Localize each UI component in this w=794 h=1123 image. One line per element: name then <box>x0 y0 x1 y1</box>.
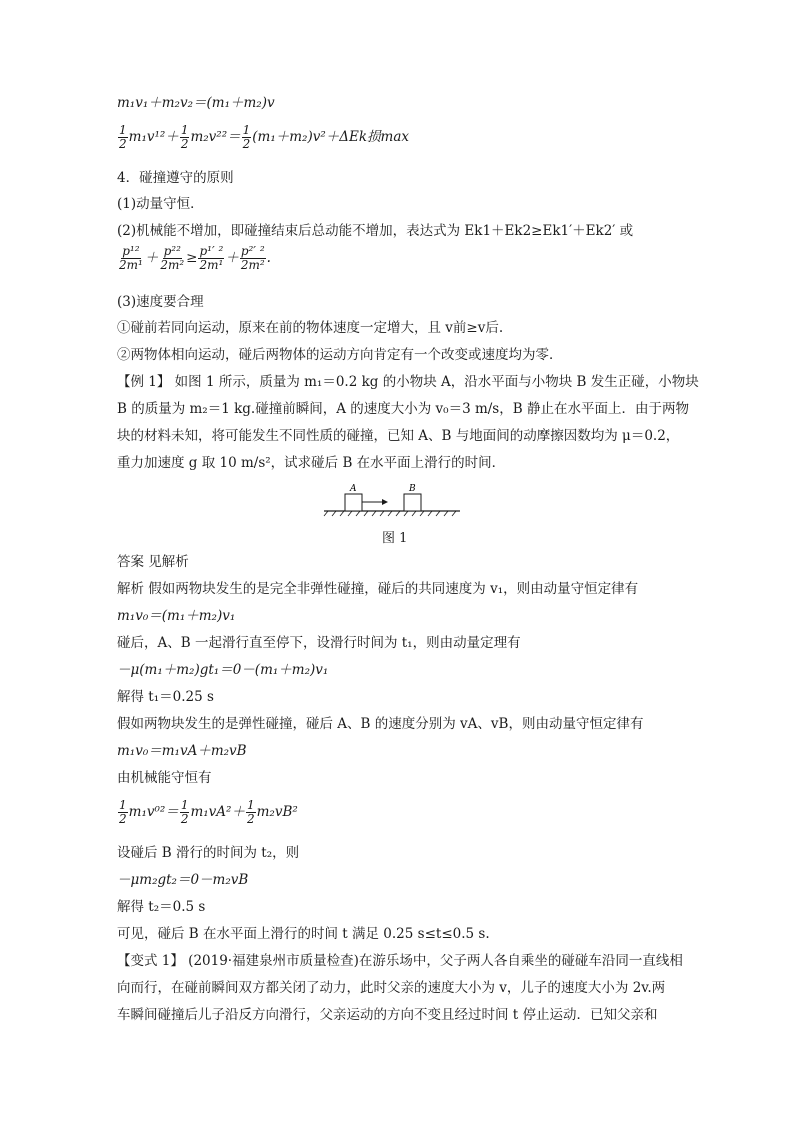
solution-equation-4: －μm₂gt₂＝0－m₂vB <box>117 872 249 888</box>
solution-conclusion: 可见，碰后 B 在水平面上滑行的时间 t 满足 0.25 s≤t≤0.5 s. <box>117 926 490 942</box>
principle-1: (1)动量守恒． <box>117 196 204 212</box>
principle-3: (3)速度要合理 <box>117 294 204 310</box>
equation-momentum-energy: $\frac{\text{p¹²}}{\text{2m¹}}$ ＋ $\frac{\text{p²²}}{\text{2m²}}$ ≥ $\frac{\text{p¹′ ²}}{\text{2m¹}}$ ＋ $\frac{\text{p²′ ²}}{\text{2m²}}$ . <box>119 244 271 272</box>
fraction: $\frac{1}{2}$ <box>180 123 189 151</box>
solution-result-1: 解得 t₁＝0.25 s <box>117 689 214 705</box>
solution-line-3: 假如两物块发生的是弹性碰撞，碰后 A、B 的速度分别为 vA、vB，则由动量守恒定律有 <box>117 716 644 732</box>
block-a <box>345 494 362 511</box>
variant-1-line-1: 【变式 1】 (2019·福建泉州市质量检查)在游乐场中，父子两人各自乘坐的碰碰车沿同一直线相 <box>117 953 683 969</box>
fraction: $\frac{1}{2}$ <box>180 798 189 826</box>
solution-equation-1: m₁v₀＝(m₁＋m₂)v₁ <box>117 608 236 624</box>
fraction: $\frac{\text{p¹²}}{\text{2m¹}}$ <box>119 244 143 272</box>
fraction: $\frac{\text{p²′ ²}}{\text{2m²}}$ <box>240 244 265 272</box>
variant-1-line-3: 车瞬间碰撞后儿子沿反方向滑行，父亲运动的方向不变且经过时间 t 停止运动．已知父亲和 <box>117 1007 658 1023</box>
solution-equation-3: m₁v₀＝m₁vA＋m₂vB <box>117 743 247 759</box>
example-1-line-2: B 的质量为 m₂＝1 kg.碰撞前瞬间，A 的速度大小为 v₀＝3 m/s，B 静止在水平面上．由于两物 <box>117 401 689 417</box>
variant-1-line-2: 向而行，在碰前瞬间双方都关闭了动力，此时父亲的速度大小为 v，儿子的速度大小为 2v.两 <box>117 980 666 996</box>
solution-line-4: 由机械能守恒有 <box>117 770 212 786</box>
solution-line-1: 解析 假如两物块发生的是完全非弹性碰撞，碰后的共同速度为 v₁，则由动量守恒定律有 <box>117 581 639 597</box>
label-b: B <box>409 484 416 494</box>
heading-collision-principles: 4．碰撞遵守的原则 <box>117 170 234 186</box>
principle-3-case-2: ②两物体相向运动，碰后两物体的运动方向肯定有一个改变或速度均为零． <box>117 347 563 363</box>
principle-3-case-1: ①碰前若同向运动，原来在前的物体速度一定增大，且 v前≥v后. <box>117 320 504 336</box>
label-a: A <box>350 484 357 494</box>
solution-line-2: 碰后，A、B 一起滑行直至停下，设滑行时间为 t₁，则由动量定理有 <box>117 635 521 651</box>
fraction: $\frac{1}{2}$ <box>246 798 255 826</box>
example-1-line-1: 【例 1】 如图 1 所示，质量为 m₁＝0.2 kg 的小物块 A，沿水平面与小物块 B 发生正碰，小物块 <box>117 374 699 390</box>
fraction: $\frac{\text{p²²}}{\text{2m²}}$ <box>160 244 185 272</box>
figure-1 <box>322 482 462 522</box>
example-1-line-4: 重力加速度 g 取 10 m/s²，试求碰后 B 在水平面上滑行的时间． <box>117 455 506 471</box>
fraction: $\frac{1}{2}$ <box>119 123 127 151</box>
arrow-head <box>382 499 388 505</box>
fraction: $\frac{1}{2}$ <box>119 798 127 826</box>
solution-equation-energy: $\frac{1}{2}$ m₁v⁰²＝ $\frac{1}{2}$ m₁vA²＋ $\frac{1}{2}$ m₂vB² <box>119 798 298 826</box>
solution-equation-2: －μ(m₁＋m₂)gt₁＝0－(m₁＋m₂)v₁ <box>117 662 329 678</box>
example-1-line-3: 块的材料未知，将可能发生不同性质的碰撞，已知 A、B 与地面间的动摩擦因数均为 μ＝0.2， <box>117 428 680 444</box>
principle-2: (2)机械能不增加，即碰撞结束后总动能不增加，表达式为 Ek1＋Ek2≥Ek1′＋Ek2′ 或 <box>117 223 634 239</box>
line-1: m₁v₁＋m₂v₂＝(m₁＋m₂)v <box>117 95 275 111</box>
block-b <box>404 494 421 511</box>
answer-line: 答案 见解析 <box>117 554 189 570</box>
figure-1-diagram <box>322 482 462 522</box>
solution-result-2: 解得 t₂＝0.5 s <box>117 899 206 915</box>
equation-energy-loss: $\frac{1}{2}$ m₁v¹²＋ $\frac{1}{2}$ m₂v²²＝ $\frac{1}{2}$ (m₁＋m₂)v²＋ΔEk损max <box>119 123 410 151</box>
fraction: $\frac{\text{p¹′ ²}}{\text{2m¹}}$ <box>199 244 224 272</box>
ground-hatching <box>324 511 456 516</box>
figure-caption: 图 1 <box>382 531 408 546</box>
fraction: $\frac{1}{2}$ <box>242 123 251 151</box>
solution-line-5: 设碰后 B 滑行的时间为 t₂，则 <box>117 845 300 861</box>
